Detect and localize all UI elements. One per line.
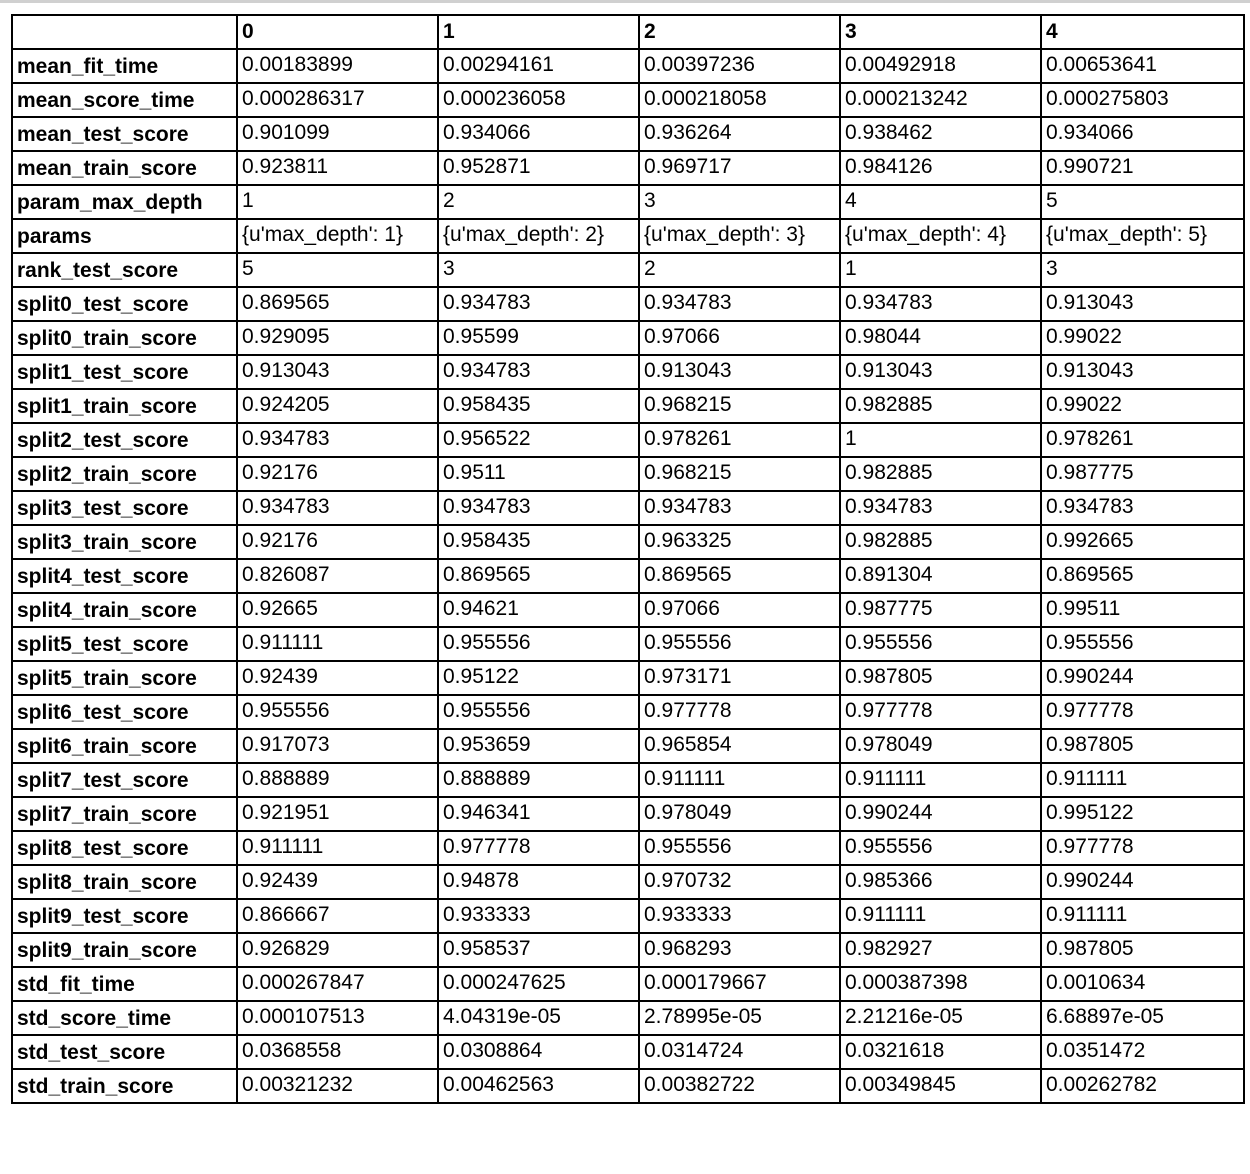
table-row xyxy=(12,287,1244,321)
corner-cell xyxy=(12,15,237,49)
row-label: split8_test_score xyxy=(12,831,237,865)
table-cell: 0.977778 xyxy=(840,695,1041,729)
table-cell: 0.901099 xyxy=(237,117,438,151)
table-cell: 0.000213242 xyxy=(840,83,1041,117)
table-cell: 0.869565 xyxy=(438,559,639,593)
column-header: 4 xyxy=(1041,15,1244,49)
table-cell: 0.982885 xyxy=(840,525,1041,559)
table-cell: 0.826087 xyxy=(237,559,438,593)
table-row xyxy=(12,661,1244,695)
table-cell: 0.934783 xyxy=(840,287,1041,321)
table-cell: 2.78995e-05 xyxy=(639,1001,840,1035)
table-cell: 0.00462563 xyxy=(438,1069,639,1103)
table-cell: 0.934783 xyxy=(840,491,1041,525)
table-cell: 0.911111 xyxy=(639,763,840,797)
table-cell: 0.92176 xyxy=(237,457,438,491)
table-cell: 0.934783 xyxy=(438,355,639,389)
table-cell: 0.970732 xyxy=(639,865,840,899)
table-cell: 0.990244 xyxy=(1041,865,1244,899)
table-cell: 0.968215 xyxy=(639,389,840,423)
row-label: split9_train_score xyxy=(12,933,237,967)
table-cell: 0.973171 xyxy=(639,661,840,695)
table-cell: 0.955556 xyxy=(237,695,438,729)
table-row xyxy=(12,525,1244,559)
table-cell: 0.955556 xyxy=(639,831,840,865)
top-divider xyxy=(0,0,1250,3)
table-row xyxy=(12,151,1244,185)
row-label: rank_test_score xyxy=(12,253,237,287)
table-cell: 2 xyxy=(639,253,840,287)
table-cell: 0.000236058 xyxy=(438,83,639,117)
table-row xyxy=(12,865,1244,899)
table-row xyxy=(12,1035,1244,1069)
table-cell: 0.955556 xyxy=(438,695,639,729)
row-label: split5_test_score xyxy=(12,627,237,661)
table-cell: 0.92439 xyxy=(237,865,438,899)
row-label: std_score_time xyxy=(12,1001,237,1035)
row-label: split4_train_score xyxy=(12,593,237,627)
table-cell: 0.934783 xyxy=(237,423,438,457)
table-cell: 0.000387398 xyxy=(840,967,1041,1001)
table-row xyxy=(12,559,1244,593)
table-row xyxy=(12,491,1244,525)
table-cell: 0.0321618 xyxy=(840,1035,1041,1069)
table-cell: 0.990244 xyxy=(840,797,1041,831)
table-cell: 6.68897e-05 xyxy=(1041,1001,1244,1035)
row-label: split4_test_score xyxy=(12,559,237,593)
table-cell: 0.987805 xyxy=(840,661,1041,695)
table-cell: 0.956522 xyxy=(438,423,639,457)
table-cell: 0.000267847 xyxy=(237,967,438,1001)
table-cell: 0.987805 xyxy=(1041,729,1244,763)
table-cell: 0.00262782 xyxy=(1041,1069,1244,1103)
table-cell: 0.952871 xyxy=(438,151,639,185)
table-cell: 0.94621 xyxy=(438,593,639,627)
table-cell: 1 xyxy=(840,253,1041,287)
table-cell: 4 xyxy=(840,185,1041,219)
table-cell: 0.000107513 xyxy=(237,1001,438,1035)
table-cell: {u'max_depth': 5} xyxy=(1041,219,1244,253)
table-cell: {u'max_depth': 2} xyxy=(438,219,639,253)
row-label: split7_test_score xyxy=(12,763,237,797)
table-cell: 0.982927 xyxy=(840,933,1041,967)
table-cell: 0.00321232 xyxy=(237,1069,438,1103)
table-cell: 0.911111 xyxy=(237,627,438,661)
row-label: split2_test_score xyxy=(12,423,237,457)
table-cell: 0.929095 xyxy=(237,321,438,355)
table-cell: 0.958435 xyxy=(438,525,639,559)
table-cell: 0.911111 xyxy=(840,899,1041,933)
table-cell: 0.968293 xyxy=(639,933,840,967)
table-cell: 0.995122 xyxy=(1041,797,1244,831)
table-row xyxy=(12,117,1244,151)
table-row xyxy=(12,49,1244,83)
table-cell: 0.913043 xyxy=(639,355,840,389)
table-cell: 0.911111 xyxy=(237,831,438,865)
table-cell: 0.982885 xyxy=(840,389,1041,423)
table-row xyxy=(12,1069,1244,1103)
table-cell: 0.888889 xyxy=(438,763,639,797)
table-cell: 3 xyxy=(438,253,639,287)
table-cell: 5 xyxy=(1041,185,1244,219)
table-cell: 0.963325 xyxy=(639,525,840,559)
table-row xyxy=(12,321,1244,355)
table-cell: 0.934066 xyxy=(438,117,639,151)
table-cell: 0.992665 xyxy=(1041,525,1244,559)
table-row xyxy=(12,967,1244,1001)
table-cell: 0.987775 xyxy=(1041,457,1244,491)
table-cell: 0.934783 xyxy=(438,287,639,321)
table-cell: 0.955556 xyxy=(840,831,1041,865)
table-cell: 0.934066 xyxy=(1041,117,1244,151)
table-cell: 0.888889 xyxy=(237,763,438,797)
table-cell: 0.00382722 xyxy=(639,1069,840,1103)
table-cell: 0.958537 xyxy=(438,933,639,967)
table-cell: 0.955556 xyxy=(1041,627,1244,661)
column-header: 2 xyxy=(639,15,840,49)
table-cell: 0.984126 xyxy=(840,151,1041,185)
row-label: split0_test_score xyxy=(12,287,237,321)
table-cell: 0.0314724 xyxy=(639,1035,840,1069)
table-cell: 0.987775 xyxy=(840,593,1041,627)
table-cell: 0.923811 xyxy=(237,151,438,185)
table-cell: 0.99511 xyxy=(1041,593,1244,627)
row-label: split0_train_score xyxy=(12,321,237,355)
table-cell: 0.9511 xyxy=(438,457,639,491)
table-cell: 0.00653641 xyxy=(1041,49,1244,83)
table-cell: 0.933333 xyxy=(438,899,639,933)
table-cell: 0.913043 xyxy=(237,355,438,389)
table-cell: {u'max_depth': 4} xyxy=(840,219,1041,253)
table-cell: 0.955556 xyxy=(438,627,639,661)
row-label: split7_train_score xyxy=(12,797,237,831)
table-cell: {u'max_depth': 1} xyxy=(237,219,438,253)
table-cell: 0.92439 xyxy=(237,661,438,695)
table-cell: 0.917073 xyxy=(237,729,438,763)
table-row xyxy=(12,627,1244,661)
table-row xyxy=(12,457,1244,491)
table-cell: 0.99022 xyxy=(1041,389,1244,423)
table-cell: 0.913043 xyxy=(840,355,1041,389)
row-label: split8_train_score xyxy=(12,865,237,899)
table-cell: 0.982885 xyxy=(840,457,1041,491)
table-cell: 0.958435 xyxy=(438,389,639,423)
table-row xyxy=(12,899,1244,933)
header-row xyxy=(12,15,1244,49)
table-cell: 0.990244 xyxy=(1041,661,1244,695)
table-cell: 0.866667 xyxy=(237,899,438,933)
table-cell: 0.938462 xyxy=(840,117,1041,151)
row-label: split1_test_score xyxy=(12,355,237,389)
row-label: split6_test_score xyxy=(12,695,237,729)
table-cell: 0.953659 xyxy=(438,729,639,763)
table-cell: 0.934783 xyxy=(237,491,438,525)
table-row xyxy=(12,1001,1244,1035)
table-row xyxy=(12,253,1244,287)
table-cell: 0.924205 xyxy=(237,389,438,423)
table-cell: 0.0010634 xyxy=(1041,967,1244,1001)
table-cell: 0.00183899 xyxy=(237,49,438,83)
row-label: params xyxy=(12,219,237,253)
row-label: std_fit_time xyxy=(12,967,237,1001)
table-cell: 0.934783 xyxy=(438,491,639,525)
table-cell: 0.000247625 xyxy=(438,967,639,1001)
row-label: std_test_score xyxy=(12,1035,237,1069)
table-row xyxy=(12,83,1244,117)
table-cell: 1 xyxy=(840,423,1041,457)
row-label: split9_test_score xyxy=(12,899,237,933)
table-cell: 0.000218058 xyxy=(639,83,840,117)
table-cell: 0.94878 xyxy=(438,865,639,899)
table-cell: 0.98044 xyxy=(840,321,1041,355)
table-cell: {u'max_depth': 3} xyxy=(639,219,840,253)
table-body xyxy=(12,49,1244,1103)
row-label: split3_test_score xyxy=(12,491,237,525)
row-label: split5_train_score xyxy=(12,661,237,695)
table-row xyxy=(12,763,1244,797)
table-cell: 0.978261 xyxy=(639,423,840,457)
table-cell: 0.968215 xyxy=(639,457,840,491)
table-cell: 0.946341 xyxy=(438,797,639,831)
table-cell: 0.869565 xyxy=(1041,559,1244,593)
table-row xyxy=(12,695,1244,729)
table-cell: 3 xyxy=(639,185,840,219)
row-label: split1_train_score xyxy=(12,389,237,423)
table-cell: 0.97066 xyxy=(639,593,840,627)
table-row xyxy=(12,831,1244,865)
table-cell: 0.869565 xyxy=(639,559,840,593)
table-cell: 0.000275803 xyxy=(1041,83,1244,117)
table-cell: 0.000179667 xyxy=(639,967,840,1001)
row-label: std_train_score xyxy=(12,1069,237,1103)
table-cell: 0.00492918 xyxy=(840,49,1041,83)
table-cell: 2 xyxy=(438,185,639,219)
table-cell: 0.977778 xyxy=(438,831,639,865)
table-cell: 0.978049 xyxy=(639,797,840,831)
table-cell: 0.911111 xyxy=(1041,899,1244,933)
table-cell: 2.21216e-05 xyxy=(840,1001,1041,1035)
table-cell: 1 xyxy=(237,185,438,219)
table-cell: 0.911111 xyxy=(840,763,1041,797)
table-cell: 0.977778 xyxy=(639,695,840,729)
table-cell: 0.00294161 xyxy=(438,49,639,83)
table-header xyxy=(12,15,1244,49)
table-cell: 0.97066 xyxy=(639,321,840,355)
table-cell: 0.926829 xyxy=(237,933,438,967)
table-cell: 0.95599 xyxy=(438,321,639,355)
table-cell: 0.92665 xyxy=(237,593,438,627)
row-label: split6_train_score xyxy=(12,729,237,763)
table-row xyxy=(12,593,1244,627)
column-header: 3 xyxy=(840,15,1041,49)
table-cell: 0.913043 xyxy=(1041,287,1244,321)
table-cell: 0.0308864 xyxy=(438,1035,639,1069)
table-row xyxy=(12,933,1244,967)
table-cell: 0.978261 xyxy=(1041,423,1244,457)
cv-results-table xyxy=(11,14,1245,1104)
table-cell: 0.977778 xyxy=(1041,695,1244,729)
row-label: mean_fit_time xyxy=(12,49,237,83)
table-cell: 0.99022 xyxy=(1041,321,1244,355)
table-cell: 0.934783 xyxy=(639,491,840,525)
row-label: mean_test_score xyxy=(12,117,237,151)
table-cell: 0.92176 xyxy=(237,525,438,559)
table-row xyxy=(12,355,1244,389)
column-header: 1 xyxy=(438,15,639,49)
table-row xyxy=(12,185,1244,219)
table-cell: 0.990721 xyxy=(1041,151,1244,185)
table-cell: 0.00349845 xyxy=(840,1069,1041,1103)
table-cell: 4.04319e-05 xyxy=(438,1001,639,1035)
table-cell: 0.913043 xyxy=(1041,355,1244,389)
table-row xyxy=(12,423,1244,457)
table-cell: 0.933333 xyxy=(639,899,840,933)
table-cell: 0.985366 xyxy=(840,865,1041,899)
table-cell: 0.934783 xyxy=(639,287,840,321)
table-cell: 0.977778 xyxy=(1041,831,1244,865)
table-row xyxy=(12,797,1244,831)
table-cell: 0.000286317 xyxy=(237,83,438,117)
table-cell: 0.969717 xyxy=(639,151,840,185)
row-label: split2_train_score xyxy=(12,457,237,491)
row-label: mean_train_score xyxy=(12,151,237,185)
table-cell: 0.911111 xyxy=(1041,763,1244,797)
row-label: param_max_depth xyxy=(12,185,237,219)
table-cell: 3 xyxy=(1041,253,1244,287)
table-cell: 0.955556 xyxy=(840,627,1041,661)
table-cell: 0.936264 xyxy=(639,117,840,151)
table-cell: 0.891304 xyxy=(840,559,1041,593)
column-header: 0 xyxy=(237,15,438,49)
table-cell: 0.00397236 xyxy=(639,49,840,83)
table-cell: 0.95122 xyxy=(438,661,639,695)
row-label: split3_train_score xyxy=(12,525,237,559)
table-cell: 5 xyxy=(237,253,438,287)
table-cell: 0.921951 xyxy=(237,797,438,831)
table-row xyxy=(12,219,1244,253)
row-label: mean_score_time xyxy=(12,83,237,117)
table-cell: 0.869565 xyxy=(237,287,438,321)
table-cell: 0.955556 xyxy=(639,627,840,661)
table-cell: 0.934783 xyxy=(1041,491,1244,525)
table-cell: 0.0351472 xyxy=(1041,1035,1244,1069)
table-cell: 0.0368558 xyxy=(237,1035,438,1069)
table-cell: 0.978049 xyxy=(840,729,1041,763)
table-row xyxy=(12,389,1244,423)
table-cell: 0.965854 xyxy=(639,729,840,763)
table-cell: 0.987805 xyxy=(1041,933,1244,967)
table-row xyxy=(12,729,1244,763)
